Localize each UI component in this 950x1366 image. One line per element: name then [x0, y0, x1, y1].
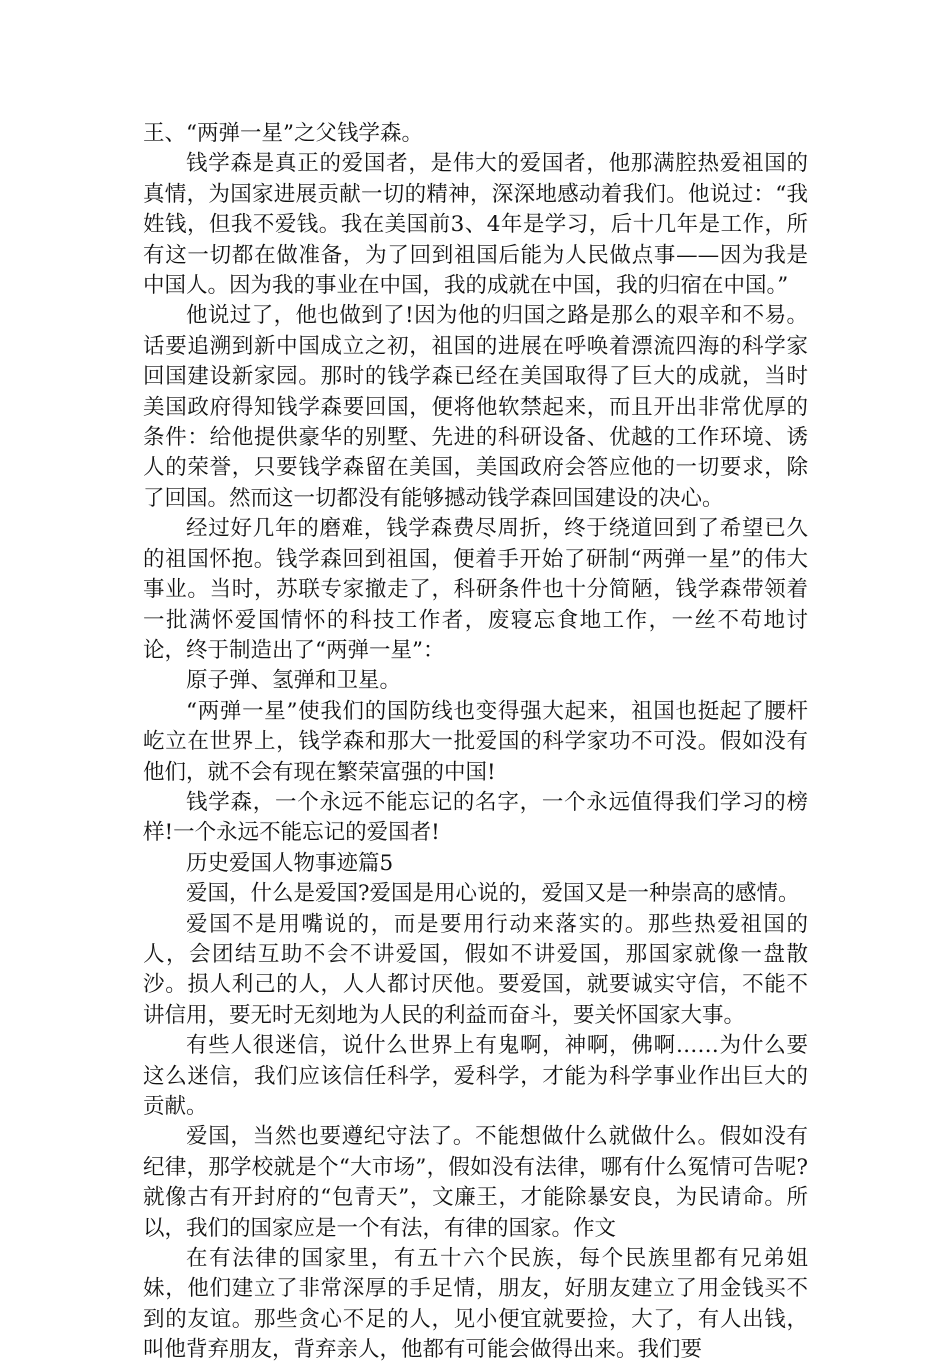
paragraph: 钱学森是真正的爱国者，是伟大的爱国者，他那满腔热爱祖国的真情，为国家进展贡献一切的精神，深深地感动着我们。他说过：“我姓钱，但我不爱钱。我在美国前3、4年是学习，后十几年是工作，所有这一切都在做准备，为了回到祖国后能为人民做点事——因为我是中国人。因为我的事业在中国，我的成就在中国，我的归宿在中国。”: [143, 151, 808, 299]
paragraph: 原子弹、氢弹和卫星。: [186, 668, 402, 694]
paragraph: 在有法律的国家里，有五十六个民族，每个民族里都有兄弟姐妹，他们建立了非常深厚的手足情，朋友，好朋友建立了用金钱买不到的友谊。那些贪心不足的人，见小便宜就要捡，大了，有人出钱，叫他背弃朋友，背弃亲人，他都有可能会做得出来。我们要: [143, 1246, 808, 1363]
paragraph: “两弹一星”使我们的国防线也变得强大起来，祖国也挺起了腰杆屹立在世界上，钱学森和那大一批爱国的科学家功不可没。假如没有他们，就不会有现在繁荣富强的中国!: [143, 698, 808, 785]
paragraph: 钱学森，一个永远不能忘记的名字，一个永远值得我们学习的榜样!一个永远不能忘记的爱国者!: [143, 789, 808, 846]
section-heading: 历史爱国人物事迹篇5: [186, 850, 394, 876]
paragraph-title-line: 王、“两弹一星”之父钱学森。: [143, 121, 423, 146]
paragraph: 有些人很迷信，说什么世界上有鬼啊，神啊，佛啊……为什么要这么迷信，我们应该信任科学，爱科学，才能为科学事业作出巨大的贡献。: [143, 1033, 808, 1119]
paragraph: 爱国不是用嘴说的，而是要用行动来落实的。那些热爱祖国的人，会团结互助不会不讲爱国，假如不讲爱国，那国家就像一盘散沙。损人利己的人，人人都讨厌他。要爱国，就要诚实守信，不能不讲信用，要无时无刻地为人民的利益而奋斗，要关怀国家大事。: [143, 911, 808, 1028]
document-page: [143, 119, 808, 1366]
paragraph: 他说过了，他也做到了!因为他的归国之路是那么的艰辛和不易。话要追溯到新中国成立之初，祖国的进展在呼唤着漂流四海的科学家回国建设新家园。那时的钱学森已经在美国取得了巨大的成就，当时美国政府得知钱学森要回国，便将他软禁起来，而且开出非常优厚的条件：给他提供豪华的别墅、先进的科研设备、优越的工作环境、诱人的荣誉，只要钱学森留在美国，美国政府会答应他的一切要求，除了回国。然而这一切都没有能够撼动钱学森回国建设的决心。: [143, 303, 808, 511]
paragraph: 爱国，什么是爱国?爱国是用心说的，爱国又是一种崇高的感情。: [186, 881, 800, 907]
paragraph: 经过好几年的磨难，钱学森费尽周折，终于绕道回到了希望已久的祖国怀抱。钱学森回到祖国，便着手开始了研制“两弹一星”的伟大事业。当时，苏联专家撤走了，科研条件也十分简陋，钱学森带领着一批满怀爱国情怀的科技工作者，废寝忘食地工作，一丝不苟地讨论，终于制造出了“两弹一星”：: [143, 516, 808, 663]
paragraph: 爱国，当然也要遵纪守法了。不能想做什么就做什么。假如没有纪律，那学校就是个“大市场”，假如没有法律，哪有什么冤情可告呢?就像古有开封府的“包青天”，文廉王，才能除暴安良，为民请命。所以，我们的国家应是一个有法，有律的国家。作文: [143, 1124, 808, 1241]
